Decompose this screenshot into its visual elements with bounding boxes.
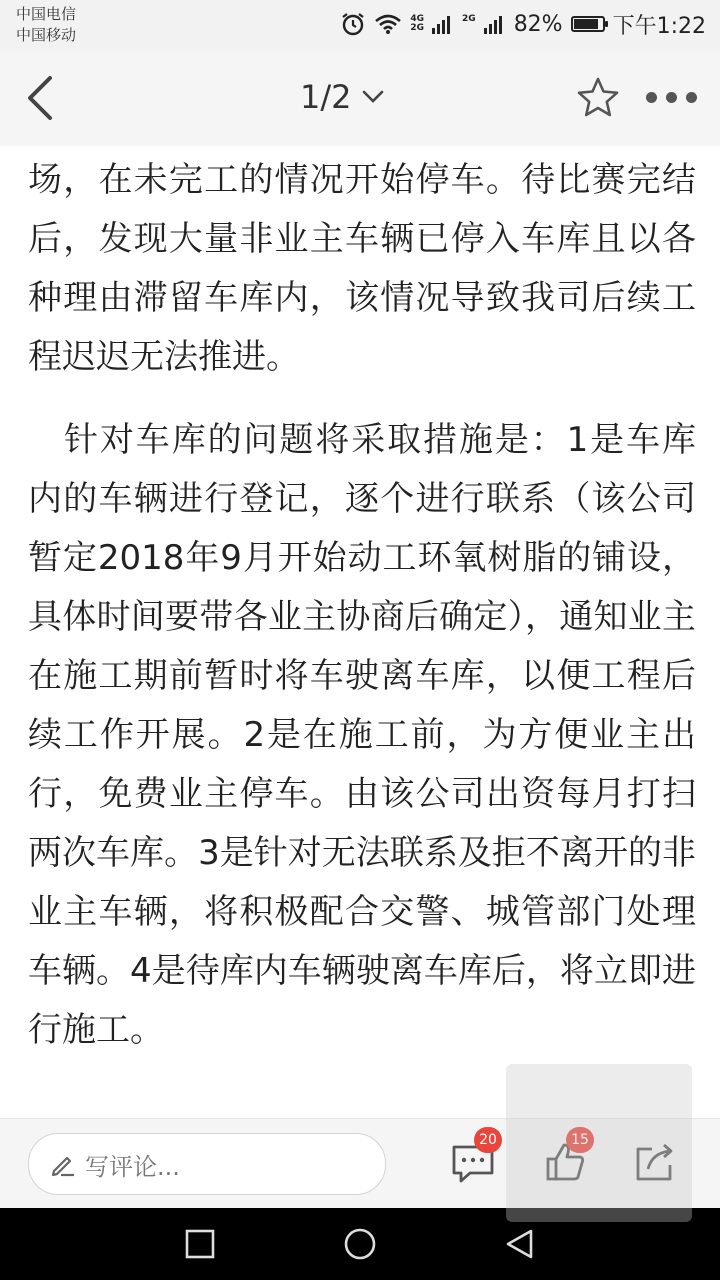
back-triangle-icon[interactable] [504, 1228, 536, 1260]
alarm-icon [340, 11, 366, 37]
status-icons [340, 8, 706, 40]
signal-icon [432, 14, 454, 34]
battery-percent: 82% [513, 11, 563, 37]
sim2-tech-label: 2G [462, 14, 476, 24]
article-body [28, 146, 696, 1118]
comment-count-badge: 20 [474, 1127, 502, 1153]
recents-icon[interactable] [184, 1228, 216, 1260]
page-indicator: 1/2 [300, 78, 352, 116]
carrier-labels [16, 4, 76, 46]
article-paragraph: 针对车库的问题将采取措施是：1是车库内的车辆进行登记，逐个进行联系（该公司暂定2018年9月开始动工环氧树脂的铺设，具体时间要带各业主协商后确定），通知业主在施工期前暂时将车驶离车库，以便工程后续工作开展。2是在施工前，为方便业主出行，免费业主停车。由该公司出资每月打扫两次车库。3是针对无法联系及拒不离开的非业主车辆，将积极配合交警、城管部门处理车辆。4是待库内车辆驶离车库后，将立即进行施工。 [28, 420, 696, 1050]
star-icon[interactable] [574, 74, 622, 122]
like-button[interactable] [540, 1132, 590, 1187]
battery-icon [571, 16, 605, 32]
comment-button[interactable] [448, 1132, 498, 1187]
status-bar [0, 0, 720, 50]
comment-input[interactable] [28, 1133, 386, 1195]
pencil-icon [47, 1148, 79, 1180]
carrier-1: 中国电信 [16, 5, 77, 23]
page-selector[interactable] [300, 78, 384, 116]
article-navbar [0, 50, 720, 146]
signal-icon [484, 14, 506, 34]
home-icon[interactable] [342, 1228, 378, 1264]
share-icon [630, 1137, 680, 1187]
article-paragraph: 场，在未完工的情况开始停车。待比赛完结后，发现大量非业主车辆已停入车库且以各种理由滞留车库内，该情况导致我司后续工程迟迟无法推进。 [28, 160, 696, 377]
more-icon[interactable] [646, 92, 698, 104]
comment-bar [0, 1118, 720, 1209]
carrier-2: 中国移动 [16, 26, 77, 44]
wifi-icon [374, 13, 402, 35]
share-button[interactable] [630, 1137, 680, 1187]
chevron-down-icon [362, 90, 384, 104]
system-navigation-bar [0, 1208, 720, 1280]
clock: 下午1:22 [612, 13, 706, 39]
back-icon[interactable] [18, 72, 66, 124]
sim1-tech-label: 4G 2G [410, 14, 425, 33]
comment-placeholder: 写评论... [85, 1152, 180, 1181]
battery-level [574, 19, 599, 29]
like-count-badge: 15 [566, 1127, 594, 1153]
